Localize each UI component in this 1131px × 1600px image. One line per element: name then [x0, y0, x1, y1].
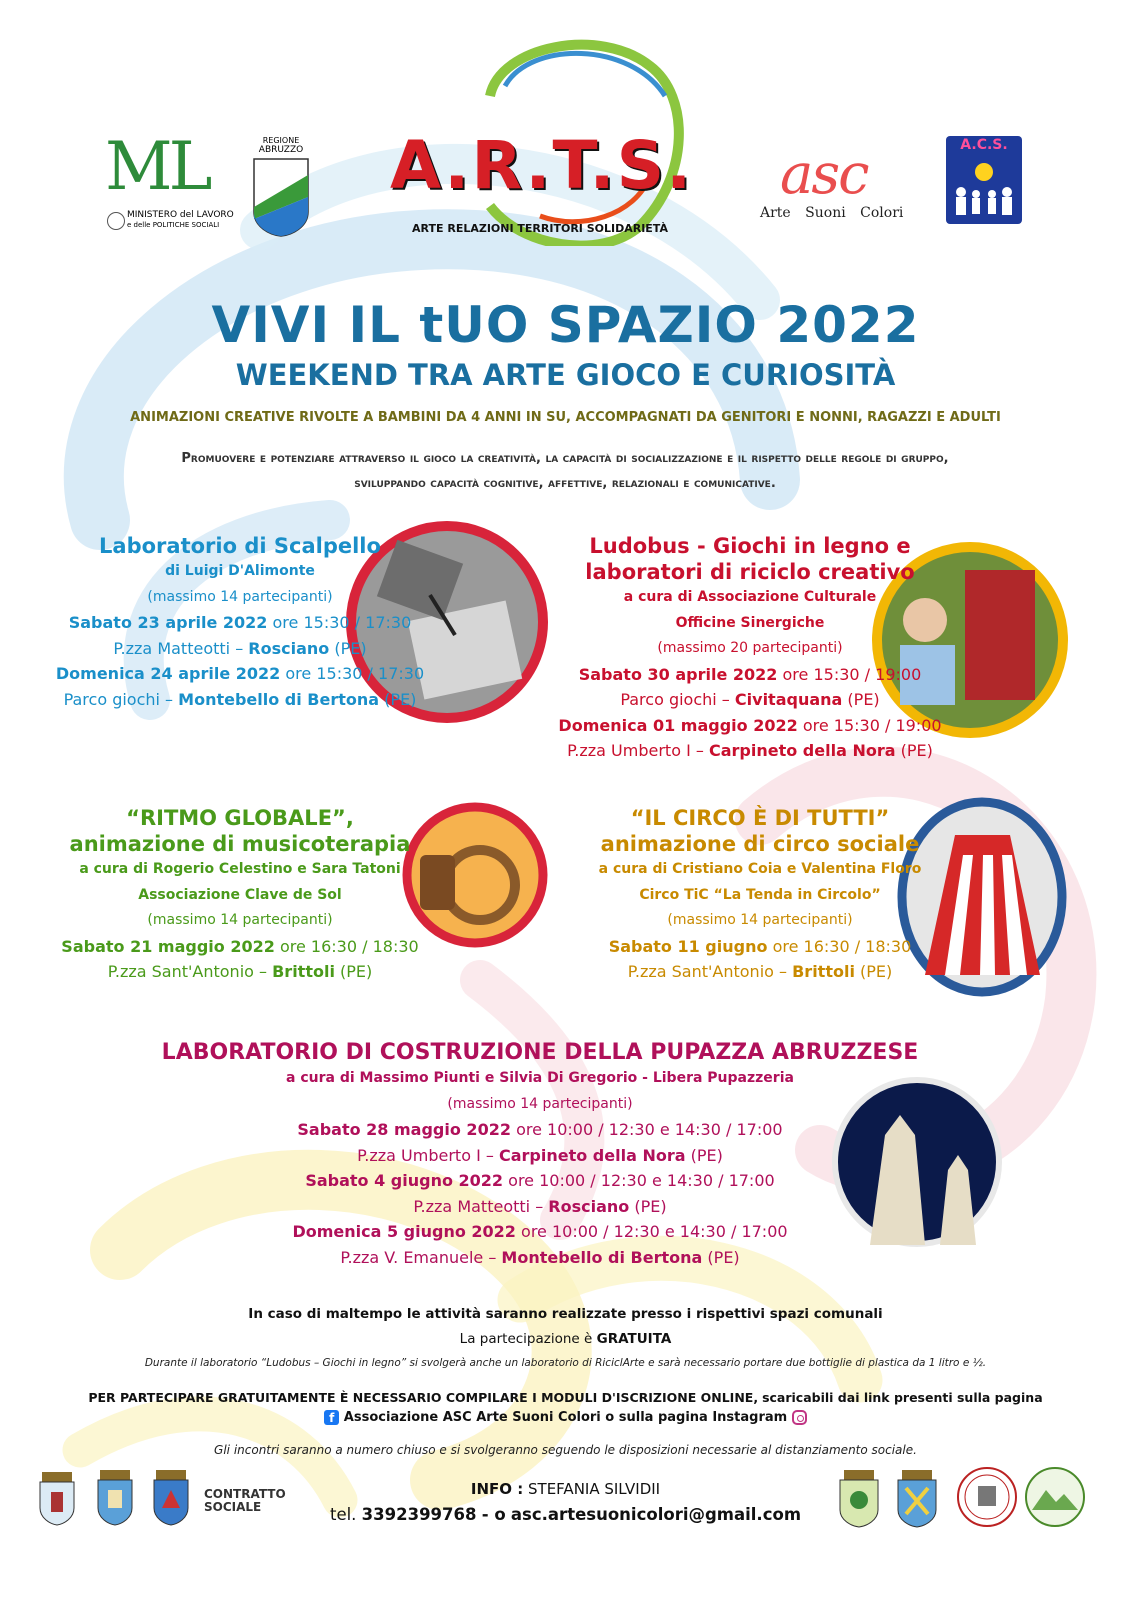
weather-note: In caso di maltempo le attività saranno realizzate presso i rispettivi spazi comunali [248, 1306, 883, 1322]
registration-bold: PER PARTECIPARE GRATUITAMENTE È NECESSARIO COMPILARE I MODULI D'ISCRIZIONE ONLINE, [88, 1390, 759, 1405]
circo-capacity: (massimo 14 partecipanti) [667, 912, 853, 928]
ritmo-place-1-prov: (PE) [340, 962, 373, 981]
ludobus-date-1-day: Sabato 30 aprile 2022 [578, 664, 778, 684]
ludobus-event [540, 533, 960, 764]
pupazza-place-1-square: P.zza Umberto I – [357, 1145, 494, 1165]
pupazza-date-3-day: Domenica 5 giugno 2022 [292, 1222, 516, 1241]
ritmo-place-1-town: Brittoli [272, 962, 335, 981]
pupazza-event [40, 1040, 1040, 1270]
pupazza-place-3-town: Montebello di Bertona [501, 1247, 703, 1267]
info-name: STEFANIA SILVIDII [528, 1480, 661, 1498]
registration-rest: scaricabili dai link presenti sulla pagina [762, 1390, 1043, 1405]
tagline: ANIMAZIONI CREATIVE RIVOLTE A BAMBINI DA 4 ANNI IN SU, ACCOMPAGNATI DA GENITORI E NONNI, RAGAZZI E ADULTI [130, 410, 1001, 425]
region-name-line1: REGIONE [262, 136, 300, 145]
scalpello-date-1 [40, 610, 440, 636]
asc-logo-text: asc [780, 142, 868, 207]
circo-date-1-day: Sabato 11 giugno [608, 936, 768, 956]
ritmo-title-line2: animazione di musicoterapia [69, 832, 411, 856]
circo-date-1-time: ore 16:30 / 18:30 [772, 936, 912, 956]
pupazza-place-2-square: P.zza Matteotti – [413, 1196, 544, 1216]
scalpello-place-2-square: Parco giochi – [63, 689, 174, 709]
scalpello-event [40, 533, 440, 712]
contratto-line2: SOCIALE [204, 1500, 262, 1514]
pupazza-place-1 [40, 1143, 1040, 1169]
ludobus-by-line1: a cura di Associazione Culturale [623, 589, 877, 605]
registration-line2 [0, 1410, 1131, 1425]
scalpello-date-2 [40, 661, 440, 687]
pupazza-date-3 [40, 1219, 1040, 1245]
region-logo [250, 136, 312, 236]
ritmo-capacity: (massimo 14 partecipanti) [147, 912, 333, 928]
ludobus-date-2 [540, 713, 960, 739]
nature-association-icon [1024, 1466, 1086, 1528]
ritmo-date-1 [40, 934, 440, 960]
circo-title-line1: “IL CIRCO È DI TUTTI” [630, 806, 890, 830]
ludobus-place-2-prov: (PE) [900, 741, 933, 760]
pupazza-by: a cura di Massimo Piunti e Silvia Di Gregorio - Libera Pupazzeria [286, 1070, 794, 1086]
pupazza-date-2-day: Sabato 4 giugno 2022 [305, 1171, 504, 1190]
circo-title-line2: animazione di circo sociale [600, 832, 920, 856]
scalpello-place-2-prov: (PE) [384, 689, 417, 709]
scalpello-date-2-day: Domenica 24 aprile 2022 [55, 664, 281, 683]
facebook-icon: f [324, 1410, 339, 1425]
ludobus-title-line1: Ludobus - Giochi in legno e [589, 534, 911, 558]
page-title: VIVI IL tUO SPAZIO 2022 [211, 296, 920, 354]
pupazza-place-3-prov: (PE) [707, 1247, 740, 1267]
scalpello-date-1-time: ore 15:30 / 17:30 [272, 613, 412, 632]
municipal-crest-icon [92, 1468, 138, 1526]
ludobus-place-1-town: Civitaquana [734, 690, 843, 709]
description [70, 446, 1060, 496]
ministry-monogram: ML [105, 128, 209, 205]
ludobus-title-line2: laboratori di riciclo creativo [585, 560, 915, 584]
pupazza-date-3-time: ore 10:00 / 12:30 e 14:30 / 17:00 [521, 1222, 788, 1241]
contratto-line1: CONTRATTO [204, 1487, 286, 1501]
ritmo-event [40, 805, 440, 985]
circo-date-1 [560, 934, 960, 960]
instagram-icon [792, 1410, 807, 1425]
ludobus-date-1-time: ore 15:30 / 19:00 [782, 664, 922, 684]
free-participation [0, 1331, 1131, 1347]
ludobus-date-2-time: ore 15:30 / 19:00 [802, 715, 942, 735]
arts-logo [380, 26, 700, 246]
ludobus-place-2 [540, 738, 960, 764]
rosciano-seal-icon [956, 1466, 1018, 1528]
pupazza-place-3-square: P.zza V. Emanuele – [340, 1247, 497, 1267]
arts-tagline: ARTE RELAZIONI TERRITORI SOLIDARIETÀ [412, 222, 668, 235]
ritmo-by-line2: Associazione Clave de Sol [138, 886, 342, 903]
ludobus-note: Durante il laboratorio “Ludobus – Giochi in legno” si svolgerà anche un laboratorio di RiciclArte e sarà necessario portare due bottiglie di plastica da 1 litro e ½. [144, 1357, 987, 1369]
pupazza-place-2 [40, 1194, 1040, 1220]
scalpello-place-2-town: Montebello di Bertona [178, 689, 380, 709]
ritmo-place-1-square: P.zza Sant'Antonio – [107, 962, 268, 981]
asc-logo [760, 142, 940, 225]
facebook-page-name: Associazione ASC Arte Suoni Colori o sulla pagina Instagram [343, 1410, 788, 1425]
ludobus-place-1-square: Parco giochi – [620, 690, 730, 709]
email-prefix: - o [481, 1505, 506, 1524]
info-label: INFO : [470, 1480, 524, 1498]
municipal-crest-icon [892, 1468, 942, 1528]
circo-by-line1: a cura di Cristiano Coia e Valentina Floro [598, 861, 922, 877]
circo-by-line2: Circo TiC “La Tenda in Circolo” [639, 886, 881, 903]
pupazza-date-2 [40, 1168, 1040, 1194]
scalpello-date-2-time: ore 15:30 / 17:30 [285, 664, 425, 683]
scalpello-title: Laboratorio di Scalpello [99, 534, 381, 558]
acs-logo-text: A.C.S. [960, 137, 1008, 153]
ritmo-title-line1: “RITMO GLOBALE”, [126, 806, 354, 830]
ludobus-date-2-day: Domenica 01 maggio 2022 [558, 715, 798, 735]
ludobus-date-1 [540, 662, 960, 688]
contratto-sociale-logo [204, 1488, 299, 1514]
region-name-line2: ABRUZZO [258, 145, 304, 155]
arts-logo-text: A.R.T.S. [390, 127, 694, 204]
free-prefix: La partecipazione è [459, 1331, 593, 1347]
scalpello-place-2 [40, 687, 440, 713]
municipal-crest-icon [148, 1468, 194, 1526]
ritmo-by-line1: a cura di Rogerio Celestino e Sara Tatoni [79, 861, 401, 877]
pupazza-place-3 [40, 1245, 1040, 1271]
circo-place-1-prov: (PE) [860, 962, 893, 981]
scalpello-by: di Luigi D'Alimonte [165, 563, 315, 579]
ludobus-place-1-prov: (PE) [847, 690, 880, 709]
registration-line1 [0, 1390, 1131, 1405]
tel-prefix: tel. [329, 1505, 357, 1524]
pupazza-place-1-prov: (PE) [690, 1145, 723, 1165]
ritmo-date-1-time: ore 16:30 / 18:30 [279, 936, 419, 956]
ludobus-by-line2: Officine Sinergiche [675, 614, 825, 631]
distancing-note: Gli incontri saranno a numero chiuso e si svolgeranno seguendo le disposizioni necessarie al distanziamento sociale. [214, 1443, 917, 1457]
telephone: 3392399768 [361, 1505, 477, 1524]
circo-event [560, 805, 960, 985]
municipal-crest-icon [834, 1468, 884, 1528]
ritmo-place-1 [40, 959, 440, 985]
emblem-icon [107, 212, 125, 230]
email-address: asc.artesuonicolori@gmail.com [510, 1505, 802, 1524]
ministry-name-line2: e delle POLITICHE SOCIALI [127, 221, 220, 229]
scalpello-date-1-day: Sabato 23 aprile 2022 [68, 613, 268, 632]
scalpello-capacity: (massimo 14 partecipanti) [147, 588, 333, 605]
ludobus-capacity: (massimo 20 partecipanti) [657, 640, 843, 656]
pupazza-place-2-prov: (PE) [634, 1196, 667, 1216]
description-line2: sviluppando capacità cognitive, affettive, relazionali e comunicative. [354, 476, 776, 491]
scalpello-place-1-square: P.zza Matteotti – [113, 638, 244, 658]
children-sun-icon [946, 154, 1022, 222]
ludobus-place-1 [540, 687, 960, 713]
pupazza-date-1-time: ore 10:00 / 12:30 e 14:30 / 17:00 [516, 1120, 783, 1139]
ministry-logo [105, 128, 240, 242]
scalpello-place-1-town: Rosciano [248, 638, 330, 658]
ludobus-place-2-square: P.zza Umberto I – [567, 741, 704, 760]
acs-logo [946, 136, 1022, 224]
pupazza-date-2-time: ore 10:00 / 12:30 e 14:30 / 17:00 [508, 1171, 775, 1190]
page-subtitle: WEEKEND TRA ARTE GIOCO E CURIOSITÀ [235, 358, 896, 392]
pupazza-title: LABORATORIO DI COSTRUZIONE DELLA PUPAZZA ABRUZZESE [161, 1040, 919, 1065]
ludobus-place-2-town: Carpineto della Nora [708, 741, 896, 760]
municipal-crest-icon [34, 1470, 80, 1526]
scalpello-place-1-prov: (PE) [334, 638, 367, 658]
asc-tagline: Arte Suoni Colori [760, 205, 904, 221]
description-line1: Promuovere e potenziare attraverso il gioco la creatività, la capacità di socializzazione e il rispetto delle regole di gruppo, [181, 451, 949, 466]
pupazza-date-1 [40, 1117, 1040, 1143]
pupazza-date-1-day: Sabato 28 maggio 2022 [297, 1120, 511, 1139]
circo-place-1-town: Brittoli [792, 962, 855, 981]
pupazza-capacity: (massimo 14 partecipanti) [447, 1095, 633, 1112]
free-word: GRATUITA [596, 1331, 672, 1347]
circo-place-1-square: P.zza Sant'Antonio – [627, 962, 788, 981]
ministry-name-line1: MINISTERO del LAVORO [127, 210, 234, 220]
pupazza-place-1-town: Carpineto della Nora [498, 1145, 686, 1165]
scalpello-place-1 [40, 636, 440, 662]
pupazza-place-2-town: Rosciano [548, 1196, 630, 1216]
ritmo-date-1-day: Sabato 21 maggio 2022 [61, 936, 275, 956]
circo-place-1 [560, 959, 960, 985]
region-shield-icon [252, 157, 310, 237]
